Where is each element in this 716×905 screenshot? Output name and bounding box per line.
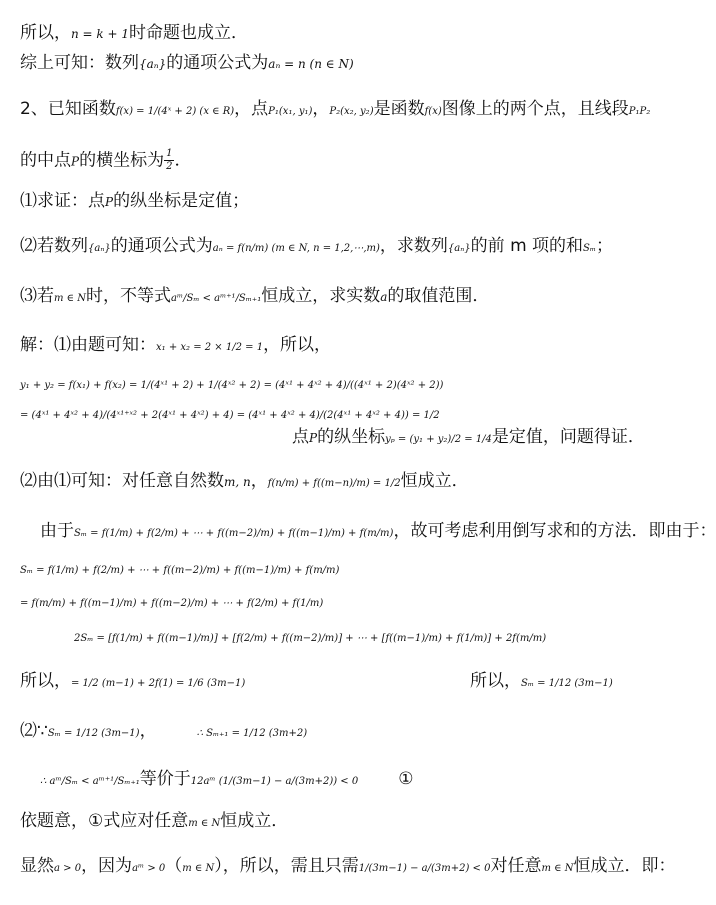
formula: x₁ + x₂ = 2 × 1/2 = 1 <box>156 342 264 353</box>
formula: ∴ Sₘ₊₁ = 1/12 (3m+2) <box>196 728 308 739</box>
formula: P₁(x₁, y₁) <box>268 106 313 117</box>
formula: aᵐ/Sₘ < aᵐ⁺¹/Sₘ₊₁ <box>171 293 262 304</box>
formula: n = k + 1 <box>71 27 130 41</box>
formula: Sₘ = 1/12 (3m−1) <box>47 728 140 739</box>
formula: aᵐ > 0 <box>132 863 166 874</box>
solution-2-result-right: 所以，Sₘ = 1/12 (3m−1) <box>470 671 613 691</box>
equation-sm-reverse: = f(m/m) + f((m−1)/m) + f((m−2)/m) + ⋯ + f(2/m) + f(1/m) <box>20 598 324 609</box>
formula: yₚ = (y₁ + y₂)/2 = 1/4 <box>385 434 492 445</box>
formula: a > 0 <box>54 863 82 874</box>
formula: aₙ = n (n ∈ N) <box>268 57 354 71</box>
formula: ∴ aᵐ/Sₘ < aᵐ⁺¹/Sₘ₊₁ <box>40 776 140 787</box>
formula: P <box>105 195 114 209</box>
solution-3-equivalence: ∴ aᵐ/Sₘ < aᵐ⁺¹/Sₘ₊₁等价于12aᵐ (1/(3m−1) − a/(3m+2)) < 0 ① <box>40 769 414 789</box>
formula: m ∈ N <box>188 818 221 829</box>
problem-2-statement-cont: 的中点P的横坐标为 $\frac{1}{2}$ ． <box>20 148 192 172</box>
formula: Sₘ = f(1/m) + f(2/m) + ⋯ + f((m−2)/m) + f((m−1)/m) + f(m/m) <box>74 528 394 539</box>
problem-2-statement: 2、已知函数f(x) = 1/(4ˣ + 2) (x ∈ R)，点P₁(x₁, y₁)，P₂(x₂, y₂)是函数f(x)图像上的两个点，且线段P₁P₂ <box>20 99 651 119</box>
equation-sum-y-cont: = (4ˣ¹ + 4ˣ² + 4)/(4ˣ¹⁺ˣ² + 2(4ˣ¹ + 4ˣ²) + 4) = (4ˣ¹ + 4ˣ² + 4)/(2(4ˣ¹ + 4ˣ² + 4)) = 1/2 <box>20 410 440 421</box>
formula: P <box>309 431 318 445</box>
formula: f(x) = 1/(4ˣ + 2) (x ∈ R) <box>115 106 235 117</box>
solution-2-intro: ⑵由⑴可知：对任意自然数m, n，f(n/m) + f((m−n)/m) = 1/2恒成立． <box>20 471 469 491</box>
line-conclusion-2: 综上可知：数列{aₙ}的通项公式为aₙ = n (n ∈ N) <box>20 53 354 73</box>
equation-sum-y: y₁ + y₂ = f(x₁) + f(x₂) = 1/(4ˣ¹ + 2) + 1/(4ˣ² + 2) = (4ˣ¹ + 4ˣ² + 4)/((4ˣ¹ + 2)(4ˣ² + 2)) <box>20 380 444 391</box>
equation-sm-forward: Sₘ = f(1/m) + f(2/m) + ⋯ + f((m−2)/m) + f((m−1)/m) + f(m/m) <box>20 565 340 576</box>
formula: {aₙ} <box>447 243 471 254</box>
formula: a <box>380 290 388 304</box>
formula: P <box>71 154 80 169</box>
solution-1-intro: 解：⑴由题可知：x₁ + x₂ = 2 × 1/2 = 1，所以， <box>20 335 332 355</box>
solution-3-condition: 依题意，①式应对任意m ∈ N恒成立． <box>20 811 289 831</box>
solution-1-result: 点P的纵坐标yₚ = (y₁ + y₂)/2 = 1/4是定值，问题得证． <box>292 427 645 447</box>
fraction: $\frac{1}{2}$ <box>166 148 173 172</box>
formula: 1/(3m−1) − a/(3m+2) < 0 <box>358 863 491 874</box>
formula: Sₘ = 1/12 (3m−1) <box>521 678 613 689</box>
formula: aₙ = f(n/m) (m ∈ N, n = 1,2,⋯,m) <box>212 243 380 254</box>
solution-3-requirement: 显然a > 0，因为aᵐ > 0（m ∈ N），所以，需且只需1/(3m−1) − a/(3m+2) < 0对任意m ∈ N恒成立．即： <box>20 856 676 876</box>
question-2: ⑵若数列{aₙ}的通项公式为aₙ = f(n/m) (m ∈ N, n = 1,2,⋯,m)，求数列{aₙ}的前 m 项的和Sₘ； <box>20 236 614 256</box>
solution-2-result-left: 所以，= 1/2 (m−1) + 2f(1) = 1/6 (3m−1) <box>20 671 246 691</box>
marker-circle-1: ① <box>398 769 414 789</box>
formula: P₂(x₂, y₂) <box>329 106 374 117</box>
formula: P₁P₂ <box>628 106 651 117</box>
formula: m, n <box>224 475 251 489</box>
equation-2sm: 2Sₘ = [f(1/m) + f((m−1)/m)] + [f(2/m) + f((m−2)/m)] + ⋯ + [f((m−1)/m) + f(1/m)] + 2f(m/m) <box>74 633 547 644</box>
formula: Sₘ <box>583 243 597 254</box>
question-3: ⑶若m ∈ N时，不等式aᵐ/Sₘ < aᵐ⁺¹/Sₘ₊₁恒成立，求实数a的取值范围． <box>20 286 490 306</box>
question-1: ⑴求证：点P的纵坐标是定值； <box>20 191 250 211</box>
formula: f(x) <box>424 106 442 117</box>
solution-3-setup: ⑵∵Sₘ = 1/12 (3m−1)， ∴ Sₘ₊₁ = 1/12 (3m+2) <box>20 721 308 741</box>
solution-2-sum: 由于Sₘ = f(1/m) + f(2/m) + ⋯ + f((m−2)/m) + f((m−1)/m) + f(m/m)，故可考虑利用倒写求和的方法．即由于： <box>40 521 716 541</box>
formula: f(n/m) + f((m−n)/m) = 1/2 <box>267 478 401 489</box>
line-conclusion-1: 所以，n = k + 1时命题也成立． <box>20 23 249 43</box>
formula: {aₙ} <box>88 243 111 254</box>
formula: m ∈ N <box>541 863 574 874</box>
formula: 12aᵐ (1/(3m−1) − a/(3m+2)) < 0 <box>190 776 359 787</box>
formula: m ∈ N <box>182 863 215 874</box>
formula: = 1/2 (m−1) + 2f(1) = 1/6 (3m−1) <box>71 678 246 689</box>
formula: m ∈ N <box>54 293 86 304</box>
formula: {aₙ} <box>139 57 167 71</box>
